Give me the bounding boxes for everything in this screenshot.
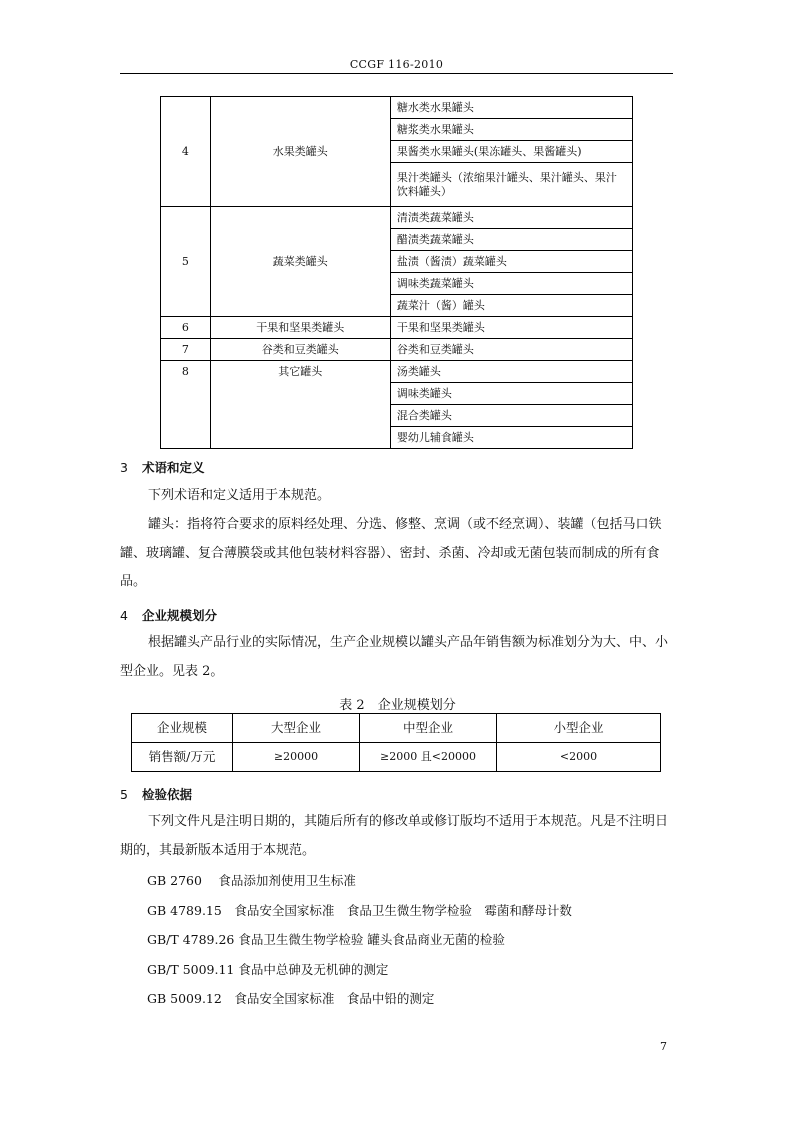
paragraph: 根据罐头产品行业的实际情况，生产企业规模以罐头产品年销售额为标准划分为大、中、小型企业。见表 2。	[120, 635, 669, 679]
section-title: 术语和定义	[142, 460, 205, 475]
paragraph: 下列文件凡是注明日期的，其随后所有的修改单或修订版均不适用于本规范。凡是不注明日期的，其最新版本适用于本规范。	[120, 814, 669, 858]
enterprise-scale-table	[131, 713, 661, 772]
header-rule	[120, 73, 673, 74]
reference-item: GB 2760 食品添加剂使用卫生标准	[147, 873, 356, 888]
subcategory-cell: 干果和坚果类罐头	[390, 317, 632, 339]
subcategory-cell: 醋渍类蔬菜罐头	[390, 229, 632, 251]
section-number: 4	[120, 608, 128, 623]
section-3-heading	[120, 458, 205, 476]
category-name: 谷类和豆类罐头	[210, 339, 390, 361]
section-title: 检验依据	[142, 787, 193, 802]
category-number: 4	[161, 97, 211, 207]
reference-item: GB 5009.12 食品安全国家标准 食品中铅的测定	[147, 991, 435, 1006]
subcategory-cell: 糖浆类水果罐头	[390, 119, 632, 141]
subcategory-cell: 混合类罐头	[390, 405, 632, 427]
category-name: 干果和坚果类罐头	[210, 317, 390, 339]
category-number: 5	[161, 207, 211, 317]
subcategory-cell: 婴幼儿辅食罐头	[390, 427, 632, 449]
section-number: 3	[120, 460, 128, 475]
reference-item: GB 4789.15 食品安全国家标准 食品卫生微生物学检验 霉菌和酵母计数	[147, 903, 572, 918]
subcategory-cell: 汤类罐头	[390, 361, 632, 383]
table-cell: ≥2000 且<20000	[360, 743, 497, 772]
category-name: 蔬菜类罐头	[210, 207, 390, 317]
paragraph: 罐头：指将符合要求的原料经处理、分选、修整、烹调（或不经烹调）、装罐（包括马口铁罐、玻璃罐、复合薄膜袋或其他包装材料容器）、密封、杀菌、冷却或无菌包装而制成的所有食品。	[120, 517, 662, 589]
subcategory-cell: 果酱类水果罐头(果冻罐头、果酱罐头)	[390, 141, 632, 163]
section-5-heading	[120, 785, 192, 803]
category-number: 6	[161, 317, 211, 339]
running-header: CCGF 116-2010	[349, 58, 444, 71]
section-4-heading	[120, 606, 217, 624]
table-header: 企业规模	[132, 714, 233, 743]
category-name: 其它罐头	[210, 361, 390, 449]
table-header: 小型企业	[497, 714, 661, 743]
category-name: 水果类罐头	[210, 97, 390, 207]
page-number: 7	[660, 1040, 667, 1053]
subcategory-cell: 盐渍（酱渍）蔬菜罐头	[390, 251, 632, 273]
table-cell: <2000	[497, 743, 661, 772]
subcategory-cell: 蔬菜汁（酱）罐头	[390, 295, 632, 317]
subcategory-cell: 果汁类罐头（浓缩果汁罐头、果汁罐头、果汁饮料罐头）	[390, 163, 632, 207]
section-title: 企业规模划分	[142, 608, 218, 623]
table-cell: 销售额/万元	[132, 743, 233, 772]
paragraph: 下列术语和定义适用于本规范。	[148, 488, 331, 503]
subcategory-cell: 清渍类蔬菜罐头	[390, 207, 632, 229]
table-cell: ≥20000	[233, 743, 360, 772]
category-number: 8	[161, 361, 211, 449]
subcategory-cell: 糖水类水果罐头	[390, 97, 632, 119]
table-header: 中型企业	[360, 714, 497, 743]
subcategory-cell: 调味类蔬菜罐头	[390, 273, 632, 295]
table-header: 大型企业	[233, 714, 360, 743]
category-table	[160, 96, 633, 449]
subcategory-cell: 调味类罐头	[390, 383, 632, 405]
subcategory-cell: 谷类和豆类罐头	[390, 339, 632, 361]
category-number: 7	[161, 339, 211, 361]
table-caption: 表 2 企业规模划分	[339, 698, 456, 713]
section-number: 5	[120, 787, 128, 802]
reference-item: GB/T 4789.26 食品卫生微生物学检验 罐头食品商业无菌的检验	[147, 932, 505, 947]
reference-item: GB/T 5009.11 食品中总砷及无机砷的测定	[147, 962, 389, 977]
